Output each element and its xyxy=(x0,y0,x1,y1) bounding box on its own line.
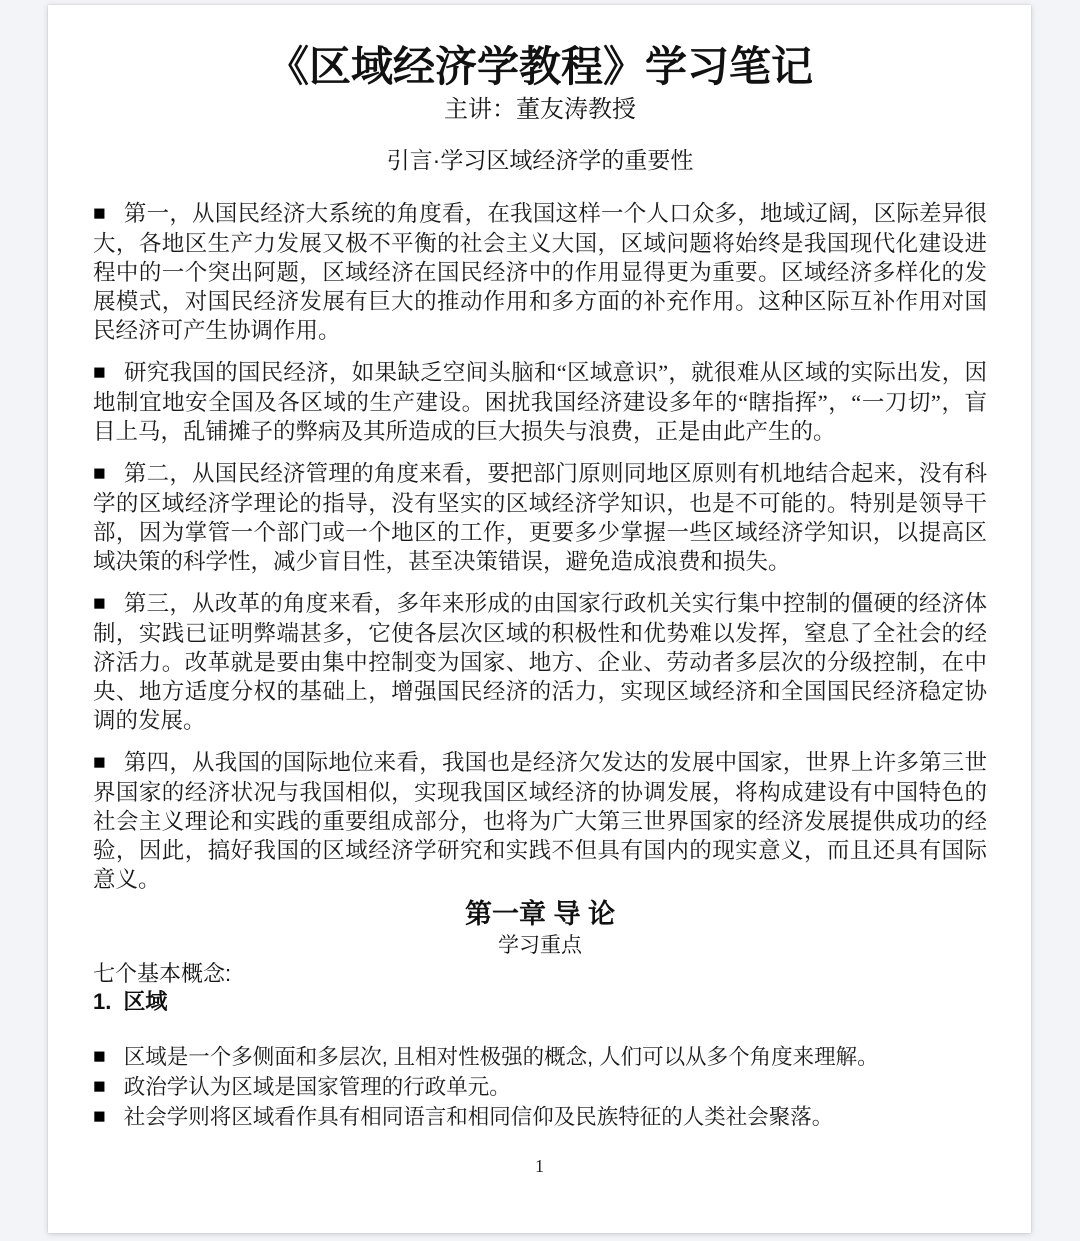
paragraph-text: 第四，从我国的国际地位来看，我国也是经济欠发达的发展中国家，世界上许多第三世界国家的经济状况与我国相似，实现我国区域经济的协调发展，将构成建设有中国特色的社会主义理论和实践的重要组成部分，也将为广大第三世界国家的经济发展提供成功的经验，因此，搞好我国的区域经济学研究和实践不但具有国内的现实意义，而且还具有国际意义。 xyxy=(93,750,987,892)
paragraph-text: 第二，从国民经济管理的角度来看，要把部门原则同地区原则有机地结合起来，没有科学的区域经济学理论的指导，没有坚实的区域经济学知识，也是不可能的。特别是领导干部，因为掌管一个部门或一个地区的工作，更要多少掌握一些区域经济学知识，以提高区域决策的科学性，减少盲目性，甚至决策错误，避免造成浪费和损失。 xyxy=(93,461,987,574)
document-title: 《区域经济学教程》学习笔记 xyxy=(266,43,813,90)
intro-paragraph xyxy=(93,358,987,446)
square-bullet-icon: ■ xyxy=(93,201,106,225)
document-page xyxy=(48,5,1031,1233)
intro-paragraph xyxy=(93,199,987,345)
paragraph-text: 研究我国的国民经济，如果缺乏空间头脑和“区域意识”，就很难从区域的实际出发，因地制宜地安全国及各区域的生产建设。困扰我国经济建设多年的“瞎指挥”，“一刀切”，盲目上马，乱铺摊子的弊病及其所造成的巨大损失与浪费，正是由此产生的。 xyxy=(93,360,987,444)
concept-bullet-item xyxy=(93,1102,987,1132)
concepts-intro: 七个基本概念: xyxy=(93,961,232,986)
intro-paragraph xyxy=(93,459,987,576)
paragraph-text: 第一，从国民经济大系统的角度看，在我国这样一个人口众多，地域辽阔，区际差异很大，各地区生产力发展又极不平衡的社会主义大国，区域问题将始终是我国现代化建设进程中的一个突出阿题，区域经济在国民经济中的作用显得更为重要。区域经济多样化的发展模式，对国民经济发展有巨大的推动作用和多方面的补充作用。这种区际互补作用对国民经济可产生协调作用。 xyxy=(93,201,987,343)
intro-heading: 引言·学习区域经济学的重要性 xyxy=(386,147,694,173)
square-bullet-icon: ■ xyxy=(93,461,106,485)
intro-paragraph xyxy=(93,589,987,735)
page-number: 1 xyxy=(535,1156,544,1176)
square-bullet-icon: ■ xyxy=(93,1045,106,1068)
concept-title: 区域 xyxy=(123,989,168,1014)
concept-text: 社会学则将区域看作具有相同语言和相同信仰及民族特征的人类社会聚落。 xyxy=(123,1105,834,1129)
concept-number: 1. xyxy=(93,989,112,1014)
page-content xyxy=(48,41,1031,1132)
square-bullet-icon: ■ xyxy=(93,360,106,384)
lecturer-line: 主讲：董友涛教授 xyxy=(444,96,636,123)
square-bullet-icon: ■ xyxy=(93,591,106,615)
intro-paragraph xyxy=(93,748,987,894)
concept-text: 区域是一个多侧面和多层次, 且相对性极强的概念, 人们可以从多个角度来理解。 xyxy=(123,1045,879,1069)
concept-list xyxy=(93,1042,987,1132)
chapter-title: 第一章 导 论 xyxy=(464,899,615,929)
concept-bullet-item xyxy=(93,1042,987,1072)
intro-section xyxy=(93,199,987,894)
square-bullet-icon: ■ xyxy=(93,750,106,774)
concept-bullet-item xyxy=(93,1072,987,1102)
square-bullet-icon: ■ xyxy=(93,1105,106,1128)
paragraph-text: 第三，从改革的角度来看，多年来形成的由国家行政机关实行集中控制的僵硬的经济体制，实践已证明弊端甚多，它使各层次区域的积极性和优势难以发挥，窒息了全社会的经济活力。改革就是要由集中控制变为国家、地方、企业、劳动者多层次的分级控制，在中央、地方适度分权的基础上，增强国民经济的活力，实现区域经济和全国国民经济稳定协调的发展。 xyxy=(93,591,987,733)
square-bullet-icon: ■ xyxy=(93,1075,106,1098)
concept-heading xyxy=(93,988,987,1016)
chapter-subtitle: 学习重点 xyxy=(498,934,582,957)
concept-text: 政治学认为区域是国家管理的行政单元。 xyxy=(123,1075,511,1099)
